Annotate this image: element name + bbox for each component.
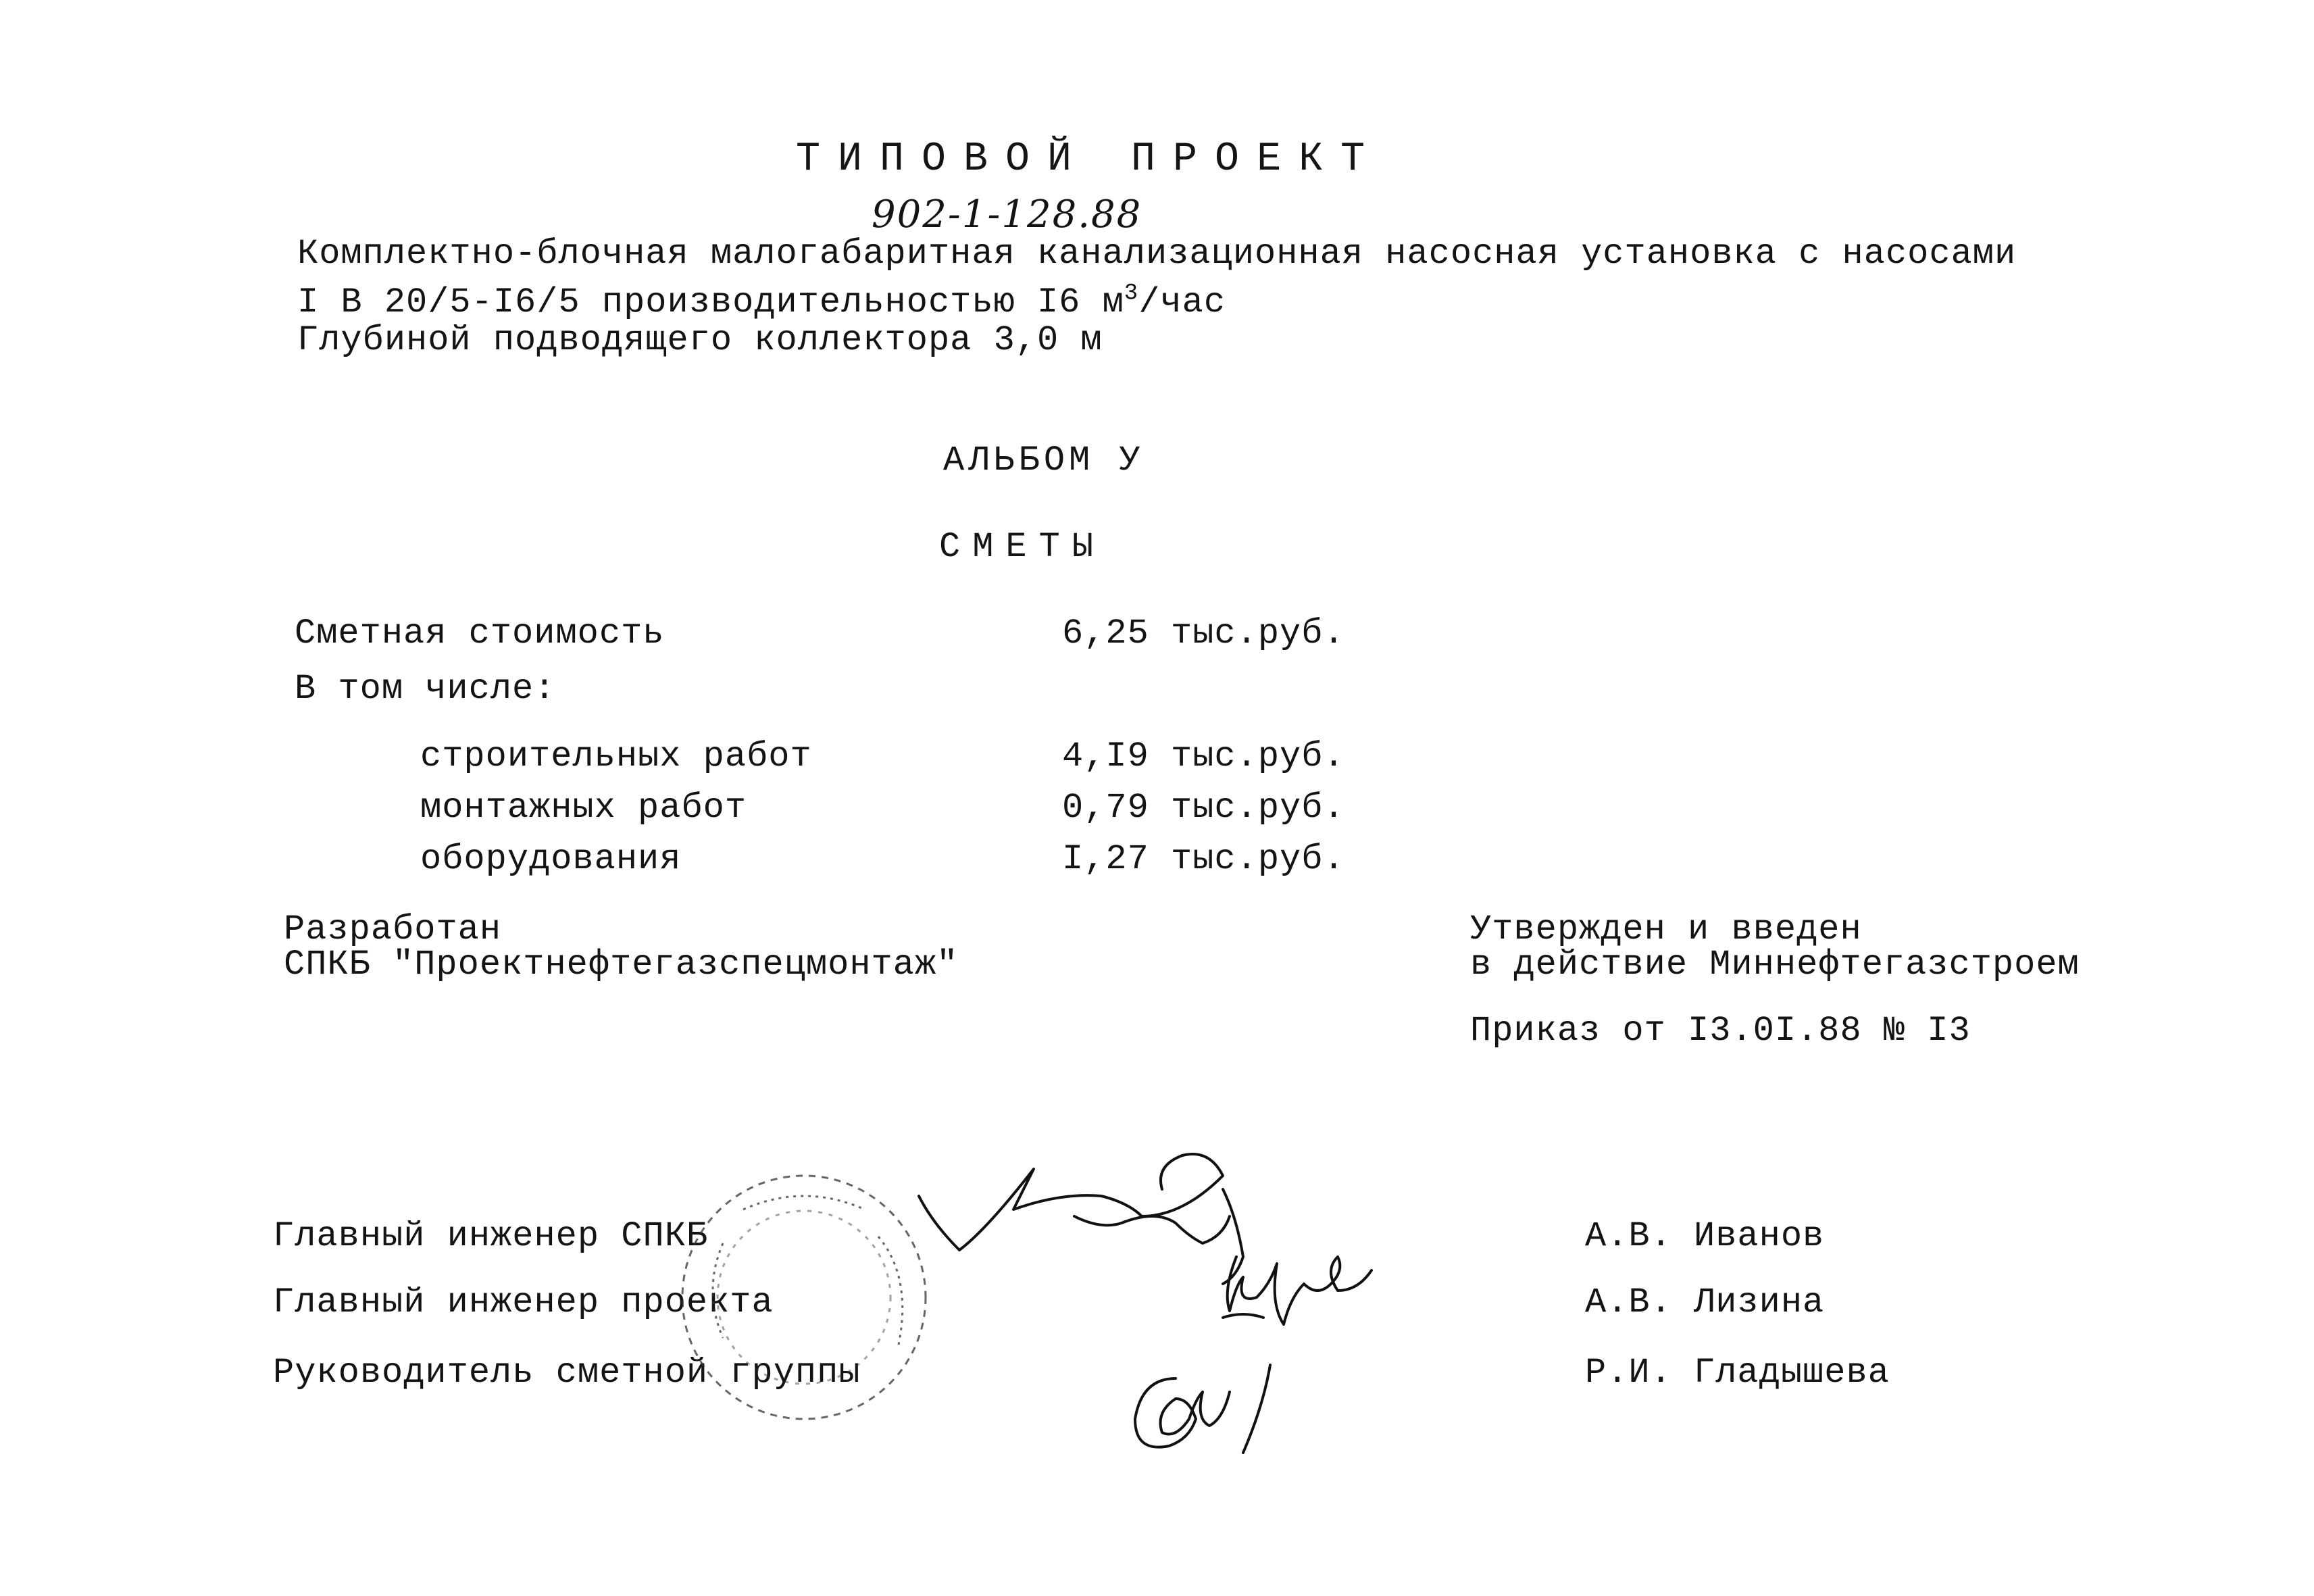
cost-item-value: 0,79 тыс.руб. bbox=[1062, 788, 1345, 828]
including-label: В том числе: bbox=[295, 669, 556, 709]
capacity-text: I В 20/5-I6/5 производительностью I6 м bbox=[297, 282, 1124, 322]
signatory-role: Главный инженер проекта bbox=[273, 1282, 774, 1322]
total-cost-value: 6,25 тыс.руб. bbox=[1062, 614, 1345, 653]
approval-order: Приказ от I3.0I.88 № I3 bbox=[1470, 1011, 1971, 1051]
signatory-role: Руководитель сметной группы bbox=[273, 1353, 861, 1393]
album-subtitle: СМЕТЫ bbox=[939, 527, 1106, 567]
signatory-name: Р.И. Гладышева bbox=[1585, 1353, 1890, 1393]
signature-gladysheva bbox=[1135, 1365, 1270, 1453]
project-number: 902-1-128.88 bbox=[872, 193, 1142, 236]
album-label: АЛЬБОМ У bbox=[943, 441, 1145, 480]
total-cost-label: Сметная стоимость bbox=[295, 614, 665, 653]
cost-item-label: монтажных работ bbox=[420, 788, 747, 828]
cost-item-label: строительных работ bbox=[420, 737, 812, 776]
developer-line1: Разработан bbox=[284, 909, 502, 949]
cost-item-value: I,27 тыс.руб. bbox=[1062, 839, 1345, 879]
signatory-name: А.В. Иванов bbox=[1585, 1216, 1825, 1256]
cost-item-label: оборудования bbox=[420, 839, 682, 879]
document-title: ТИПОВОЙ ПРОЕКТ bbox=[796, 136, 1383, 182]
developer-line2: СПКБ "Проектнефтегазспецмонтаж" bbox=[284, 945, 959, 984]
cost-item-value: 4,I9 тыс.руб. bbox=[1062, 737, 1345, 776]
signatory-name: А.В. Лизина bbox=[1585, 1282, 1825, 1322]
project-description-line3: Глубиной подводящего коллектора 3,0 м bbox=[297, 320, 1103, 360]
capacity-unit-suffix: /час bbox=[1138, 282, 1226, 322]
project-description-line2 bbox=[297, 282, 1226, 323]
signature-lizina bbox=[1223, 1257, 1372, 1324]
signatory-role: Главный инженер СПКБ bbox=[273, 1216, 709, 1256]
approval-line1: Утвержден и введен bbox=[1470, 909, 1862, 949]
approval-line2: в действие Миннефтегазстроем bbox=[1470, 945, 2080, 984]
signature-ivanov bbox=[919, 1154, 1243, 1284]
project-description-line1: Комплектно-блочная малогабаритная канализационная насосная установка с насосами bbox=[297, 234, 2017, 274]
capacity-unit-superscript: 3 bbox=[1124, 280, 1139, 307]
